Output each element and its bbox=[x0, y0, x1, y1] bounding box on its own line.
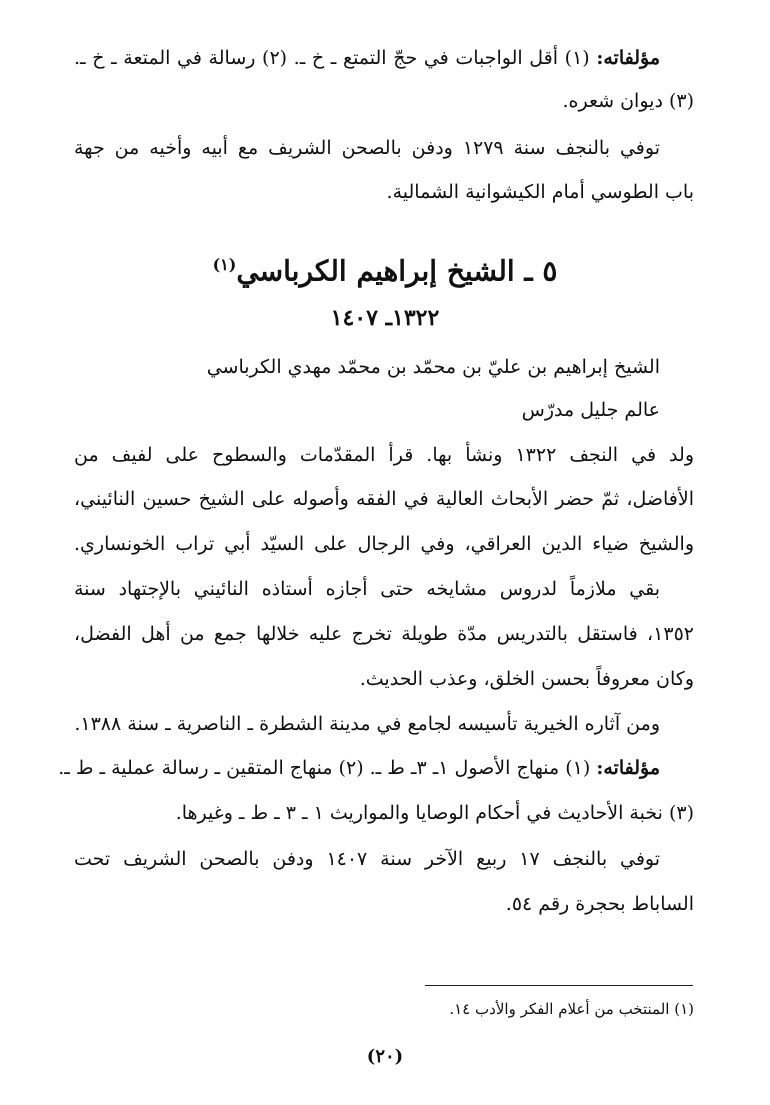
works-prev-line-2: (٣) ديوان شعره. bbox=[562, 90, 694, 112]
death-prev-line-1: توفي بالنجف سنة ١٢٧٩ ودفن بالصحن الشريف مع أبيه وأخيه من جهة bbox=[74, 137, 660, 159]
entry-footnote-ref: (١) bbox=[212, 255, 237, 274]
footnote-rule bbox=[425, 985, 693, 986]
works-prev-text-1: (١) أقل الواجبات في حجّ التمتع ـ خ ـ. (٢) رسالة في المتعة ـ خ ـ. bbox=[74, 47, 590, 69]
works-prev-line-1 bbox=[74, 43, 694, 73]
entry-years: ١٣٢٢ـ ١٤٠٧ bbox=[330, 305, 440, 331]
name-line-2: عالم جليل مدرّس bbox=[521, 399, 660, 421]
death-prev-line-2: باب الطوسي أمام الكيشوانية الشمالية. bbox=[386, 181, 694, 203]
charity-line-1: ومن آثاره الخيرية تأسيسه لجامع في مدينة الشطرة ـ الناصرية ـ سنة ١٣٨٨. bbox=[74, 713, 660, 735]
works-text-1: (١) منهاج الأصول ١ـ ٣ـ ط ـ. (٢) منهاج المتقين ـ رسالة عملية ـ ط ـ. bbox=[58, 757, 591, 779]
teaching-line-2: ١٣٥٢، فاستقل بالتدريس مدّة طويلة تخرج عليه خلالها جمع من أهل الفضل، bbox=[74, 623, 694, 645]
works-line-2: (٣) نخبة الأحاديث في أحكام الوصايا والمواريث ١ ـ ٣ ـ ط ـ وغيرها. bbox=[175, 802, 694, 824]
teaching-line-3: وكان معروفاً بحسن الخلق، وعذب الحديث. bbox=[359, 668, 694, 690]
works-line-1 bbox=[58, 753, 694, 783]
entry-title-text: ٥ ـ الشيخ إبراهيم الكرباسي bbox=[236, 254, 558, 288]
page-number: (٢٠) bbox=[366, 1046, 404, 1067]
death-line-2: الساباط بحجرة رقم ٥٤. bbox=[505, 893, 694, 915]
works-label: مؤلفاته: bbox=[596, 757, 660, 779]
works-prev-label: مؤلفاته: bbox=[596, 47, 660, 69]
entry-title bbox=[0, 245, 770, 291]
bio-line-2: الأفاضل، ثمّ حضر الأبحاث العالية في الفقه وأصوله على الشيخ حسين النائيني، bbox=[74, 488, 694, 510]
bio-line-1: ولد في النجف ١٣٢٢ ونشأ بها. قرأ المقدّمات والسطوح على لفيف من bbox=[74, 444, 694, 466]
bio-line-3: والشيخ ضياء الدين العراقي، وفي الرجال على السيّد أبي تراب الخونساري. bbox=[74, 533, 694, 555]
death-line-1: توفي بالنجف ١٧ ربيع الآخر سنة ١٤٠٧ ودفن بالصحن الشريف تحت bbox=[74, 848, 661, 870]
footnote-text: (١) المنتخب من أعلام الفكر والأدب ١٤. bbox=[449, 1000, 694, 1018]
name-line-1: الشيخ إبراهيم بن عليّ بن محمّد بن محمّد مهدي الكرباسي bbox=[206, 356, 660, 378]
teaching-line-1: بقي ملازماً لدروس مشايخه حتى أجازه أستاذه النائيني بالإجتهاد سنة bbox=[74, 578, 660, 600]
